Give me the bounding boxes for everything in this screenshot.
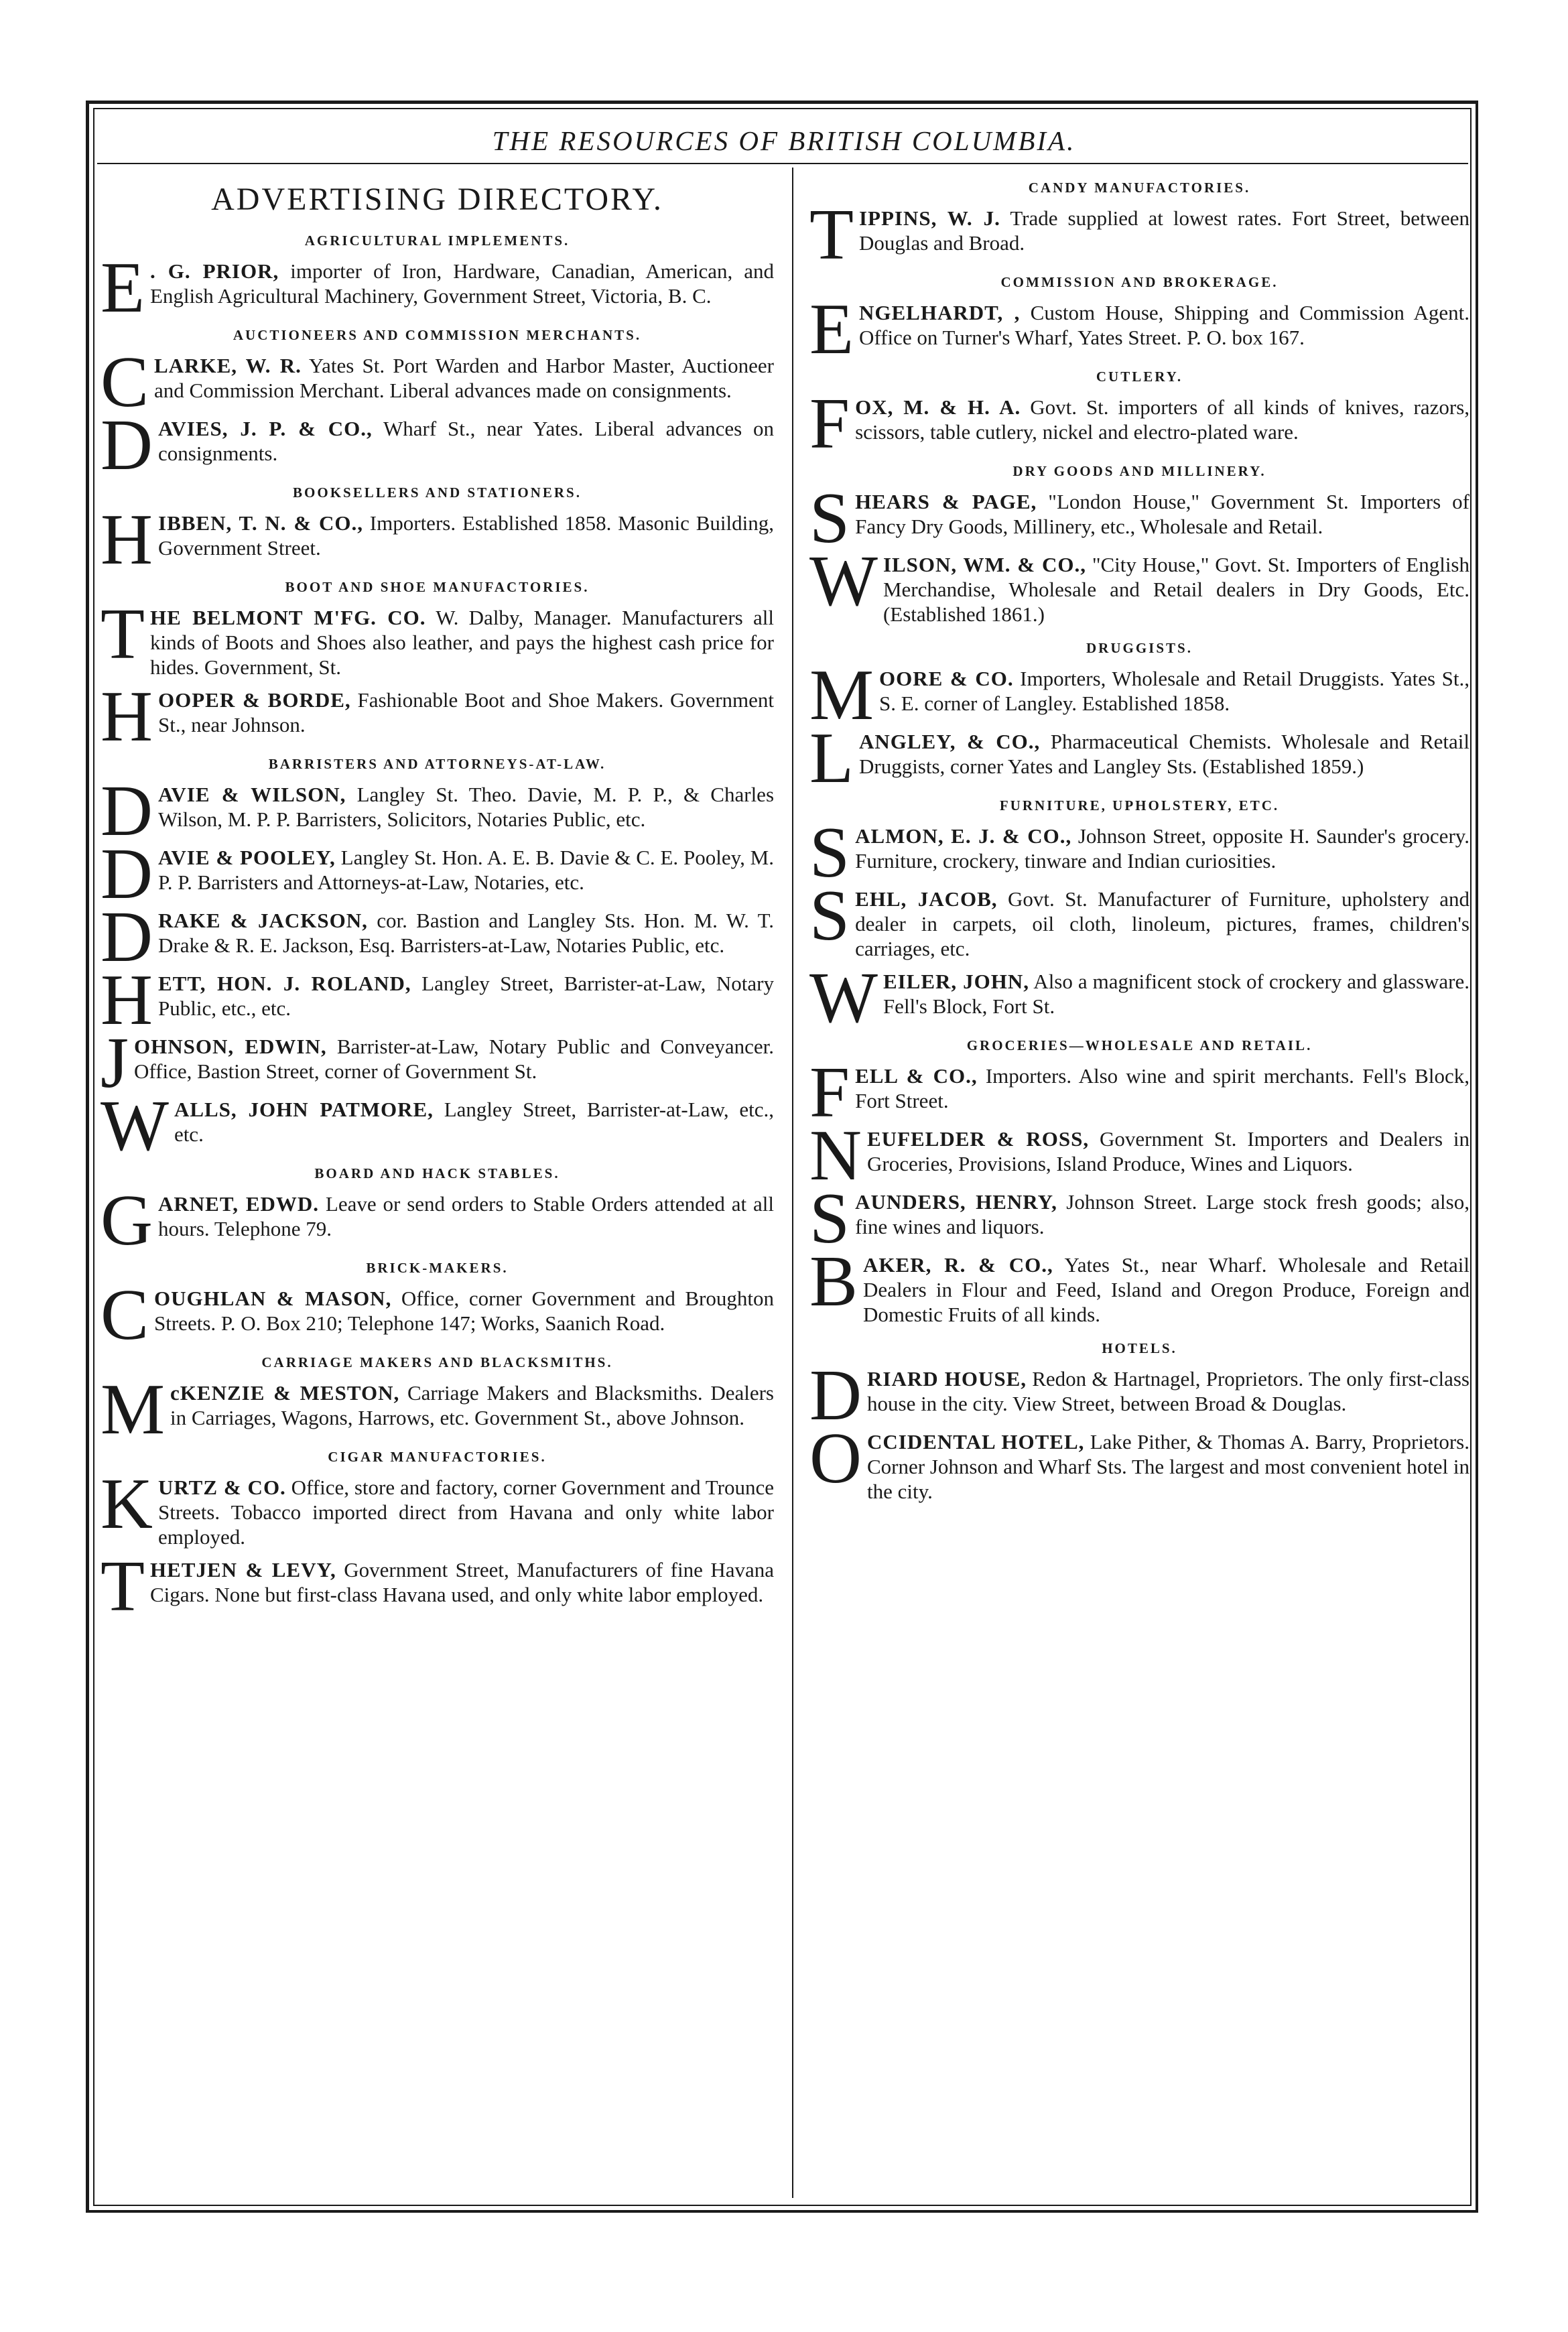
- directory-section: [101, 1354, 774, 1449]
- drop-cap-initial: M: [809, 655, 874, 735]
- directory-entry: [101, 771, 775, 851]
- directory-entry: [809, 1116, 1470, 1195]
- directory-entry: [809, 958, 1469, 1038]
- advertiser-name: AVIE & POOLEY,: [158, 846, 336, 869]
- drop-cap-initial: S: [809, 876, 850, 956]
- drop-cap-initial: T: [101, 1547, 145, 1626]
- advertiser-description: cor. Bastion and Langley Sts. Hon. M. W. T. Drake & R. E. Jackson, Esq. Barristers-at-Law, Notaries Public, etc.: [158, 909, 774, 957]
- advertiser-name: IBBEN, T. N. & CO.,: [158, 511, 363, 535]
- advertiser-name: ARNET, EDWD.: [158, 1192, 320, 1216]
- directory-entry: [101, 1086, 774, 1166]
- advertiser-description: Custom House, Shipping and Commission Agent. Office on Turner's Wharf, Yates Street. P. O. box 167.: [858, 301, 1469, 349]
- advertiser-description: Johnson Street, opposite H. Saunder's grocery. Furniture, crockery, tinware and Indian curiosities.: [855, 824, 1469, 872]
- directory-section: [809, 369, 1470, 464]
- directory-entry: [809, 813, 1469, 893]
- section-heading: COMMISSION AND BROKERAGE.: [1000, 274, 1279, 290]
- advertiser-description: Redon & Hartnagel, Proprietors. The only first-class house in the city. View Street, between Broad & Douglas.: [867, 1367, 1469, 1415]
- advertiser-name: ELL & CO.,: [855, 1064, 978, 1088]
- drop-cap-initial: O: [809, 1419, 862, 1498]
- drop-cap-initial: E: [809, 289, 854, 369]
- drop-cap-initial: D: [101, 405, 153, 485]
- drop-cap-initial: C: [101, 342, 149, 422]
- section-heading: AUCTIONEERS AND COMMISSION MERCHANTS.: [233, 327, 642, 343]
- directory-entry: [809, 1179, 1469, 1258]
- directory-entry: [809, 718, 1469, 798]
- section-heading: CANDY MANUFACTORIES.: [1028, 180, 1251, 196]
- drop-cap-initial: F: [809, 1053, 850, 1132]
- section-heading: DRY GOODS AND MILLINERY.: [1012, 463, 1266, 479]
- directory-entry: [809, 289, 1469, 369]
- advertiser-description: "City House," Govt. St. Importers of English Merchandise, Wholesale and Retail dealers in Dry Goods, Etc. (Established 1861.): [883, 553, 1469, 626]
- drop-cap-initial: F: [809, 384, 850, 464]
- drop-cap-initial: C: [101, 1275, 149, 1355]
- advertiser-name: AKER, R. & CO.,: [863, 1253, 1053, 1277]
- section-heading: BARRISTERS AND ATTORNEYS-AT-LAW.: [268, 756, 606, 772]
- advertiser-name: OHNSON, EDWIN,: [134, 1035, 327, 1058]
- advertiser-description: Government Street, Manufacturers of fine Havana Cigars. None but first-class Havana used, and only white labor employed.: [149, 1558, 774, 1606]
- advertiser-name: RAKE & JACKSON,: [158, 909, 368, 932]
- advertiser-description: Johnson Street. Large stock fresh goods; also, fine wines and liquors.: [855, 1190, 1469, 1238]
- directory-entry: [101, 248, 775, 328]
- directory-entry: [101, 897, 774, 977]
- advertiser-name: EILER, JOHN,: [883, 970, 1030, 993]
- advertiser-name: OX, M. & H. A.: [855, 395, 1021, 419]
- directory-entry: [101, 1464, 774, 1549]
- drop-cap-initial: W: [809, 958, 878, 1038]
- directory-section: [809, 180, 1469, 275]
- directory-entry: [809, 195, 1469, 275]
- directory-section: [101, 579, 775, 757]
- drop-cap-initial: E: [101, 248, 145, 328]
- advertiser-name: ANGLEY, & CO.,: [858, 730, 1041, 753]
- advertiser-description: Langley Street, Barrister-at-Law, etc., etc.: [174, 1098, 774, 1146]
- section-heading: DRUGGISTS.: [1086, 640, 1193, 656]
- advertiser-description: Pharmaceutical Chemists. Wholesale and Retail Druggists, corner Yates and Langley Sts. (Established 1859.): [858, 730, 1469, 778]
- directory-entry: [809, 1242, 1469, 1327]
- section-heading: HOTELS.: [1102, 1340, 1177, 1356]
- drop-cap-initial: D: [809, 1356, 862, 1435]
- advertiser-name: HE BELMONT M'FG. CO.: [149, 606, 426, 629]
- advertiser-description: Trade supplied at lowest rates. Fort Street, between Douglas and Broad.: [858, 206, 1469, 255]
- title-rule: [97, 163, 1468, 164]
- directory-entry: [101, 500, 775, 580]
- right-column: [809, 173, 1469, 1512]
- advertiser-name: CCIDENTAL HOTEL,: [867, 1430, 1085, 1453]
- advertiser-description: Langley Street, Barrister-at-Law, Notary Public, etc., etc.: [158, 972, 774, 1020]
- advertiser-name: cKENZIE & MESTON,: [170, 1381, 400, 1405]
- directory-section: [809, 1340, 1469, 1504]
- directory-entry: [809, 541, 1469, 627]
- advertiser-description: Govt. St. Manufacturer of Furniture, upholstery and dealer in carpets, oil cloth, linoleum, pictures, frames, children's carriages, etc.: [855, 887, 1470, 960]
- directory-section: [101, 756, 775, 1166]
- advertiser-description: Govt. St. importers of all kinds of knives, razors, scissors, table cutlery, nickel and electro-plated ware.: [855, 395, 1470, 444]
- advertiser-description: Leave or send orders to Stable Orders attended at all hours. Telephone 79.: [158, 1192, 774, 1240]
- advertiser-description: "London House," Government St. Importers of Fancy Dry Goods, Millinery, etc., Wholesale and Retail.: [855, 490, 1469, 538]
- drop-cap-initial: B: [809, 1242, 858, 1321]
- directory-entry: [101, 1547, 774, 1626]
- advertiser-name: AVIE & WILSON,: [158, 783, 346, 806]
- column-divider: [792, 168, 793, 2198]
- drop-cap-initial: D: [101, 771, 153, 851]
- section-heading: GROCERIES—WHOLESALE AND RETAIL.: [966, 1037, 1313, 1053]
- drop-cap-initial: S: [809, 1179, 850, 1258]
- section-heading: BRICK-MAKERS.: [366, 1260, 509, 1276]
- directory-entry: [809, 1053, 1469, 1132]
- advertiser-name: LARKE, W. R.: [154, 354, 302, 377]
- advertiser-name: RIARD HOUSE,: [867, 1367, 1027, 1390]
- drop-cap-initial: H: [101, 677, 153, 757]
- drop-cap-initial: J: [101, 1023, 129, 1103]
- directory-section: [809, 640, 1469, 798]
- directory-section: [809, 463, 1469, 627]
- advertiser-description: Langley St. Theo. Davie, M. P. P., & Charles Wilson, M. P. P. Barristers, Solicitors, Notaries Public, etc.: [158, 783, 775, 831]
- drop-cap-initial: G: [101, 1181, 153, 1260]
- directory-entry: [101, 1023, 774, 1103]
- section-heading: BOOKSELLERS AND STATIONERS.: [293, 484, 582, 501]
- advertiser-name: HEARS & PAGE,: [855, 490, 1037, 513]
- advertiser-description: Office, store and factory, corner Government and Trounce Streets. Tobacco imported direct from Havana and only white labor employed.: [158, 1476, 774, 1549]
- drop-cap-initial: L: [809, 718, 854, 798]
- advertiser-description: Importers. Established 1858. Masonic Building, Government Street.: [158, 511, 775, 560]
- directory-title: ADVERTISING DIRECTORY.: [211, 182, 663, 217]
- advertiser-description: Lake Pither, & Thomas A. Barry, Proprietors. Corner Johnson and Wharf Sts. The largest and most convenient hotel in the city.: [867, 1430, 1469, 1503]
- advertiser-name: NGELHARDT, ,: [858, 301, 1021, 324]
- section-heading: CARRIAGE MAKERS AND BLACKSMITHS.: [261, 1354, 613, 1370]
- directory-section: [809, 797, 1470, 1038]
- directory-section: [101, 327, 774, 485]
- advertiser-description: Government St. Importers and Dealers in Groceries, Provisions, Island Produce, Wines and Liquors.: [867, 1127, 1470, 1175]
- advertiser-description: Yates St. Port Warden and Harbor Master, Auctioneer and Commission Merchant. Liberal advances made on consignments.: [154, 354, 774, 402]
- directory-section: [101, 1449, 774, 1626]
- advertiser-description: importer of Iron, Hardware, Canadian, American, and English Agricultural Machinery, Government Street, Victoria, B. C.: [149, 259, 775, 308]
- advertiser-name: OUGHLAN & MASON,: [154, 1287, 392, 1310]
- advertiser-description: Yates St., near Wharf. Wholesale and Retail Dealers in Flour and Feed, Island and Oregon Produce, Foreign and Domestic Fruits of all kinds.: [863, 1253, 1469, 1326]
- drop-cap-initial: T: [809, 195, 854, 275]
- directory-entry: [101, 960, 774, 1040]
- drop-cap-initial: W: [809, 541, 878, 621]
- advertiser-name: ALLS, JOHN PATMORE,: [174, 1098, 434, 1121]
- directory-entry: [101, 1275, 774, 1355]
- directory-section: [101, 484, 775, 580]
- section-heading: FURNITURE, UPHOLSTERY, ETC.: [999, 797, 1280, 814]
- advertiser-name: . G. PRIOR,: [149, 259, 279, 283]
- directory-entry: [809, 655, 1469, 735]
- drop-cap-initial: N: [809, 1116, 862, 1195]
- advertiser-description: Wharf St., near Yates. Liberal advances on consignments.: [158, 417, 774, 465]
- advertiser-name: OOPER & BORDE,: [158, 688, 351, 712]
- drop-cap-initial: H: [101, 960, 153, 1040]
- advertiser-description: W. Dalby, Manager. Manufacturers all kinds of Boots and Shoes also leather, and pays the highest cash price for hides. Government, St.: [149, 606, 774, 679]
- advertiser-description: Importers. Also wine and spirit merchants. Fell's Block, Fort Street.: [855, 1064, 1469, 1112]
- section-heading: CIGAR MANUFACTORIES.: [328, 1449, 547, 1465]
- section-heading: AGRICULTURAL IMPLEMENTS.: [304, 233, 570, 249]
- directory-section: [101, 233, 775, 328]
- directory-entry: [809, 1419, 1469, 1504]
- drop-cap-initial: K: [101, 1464, 153, 1544]
- directory-entry: [809, 876, 1470, 961]
- advertiser-description: Barrister-at-Law, Notary Public and Conveyancer. Office, Bastion Street, corner of Government St.: [134, 1035, 774, 1083]
- advertiser-description: Office, corner Government and Broughton Streets. P. O. Box 210; Telephone 147; Works, Saanich Road.: [154, 1287, 774, 1335]
- advertiser-name: EUFELDER & ROSS,: [867, 1127, 1090, 1151]
- left-column: [101, 173, 775, 1626]
- directory-entry: [101, 405, 774, 485]
- directory-entry: [101, 342, 774, 422]
- directory-section: [809, 274, 1469, 369]
- advertiser-description: Carriage Makers and Blacksmiths. Dealers in Carriages, Wagons, Harrows, etc. Government St., above Johnson.: [170, 1381, 774, 1429]
- directory-entry: [101, 834, 774, 914]
- directory-entry: [101, 1370, 774, 1449]
- section-heading: BOOT AND SHOE MANUFACTORIES.: [285, 579, 590, 595]
- advertiser-description: Also a magnificent stock of crockery and glassware. Fell's Block, Fort St.: [883, 970, 1469, 1018]
- advertiser-name: ALMON, E. J. & CO.,: [855, 824, 1072, 848]
- directory-entry: [101, 1181, 774, 1260]
- directory-section: [101, 1165, 774, 1260]
- drop-cap-initial: S: [809, 478, 850, 558]
- page-title: THE RESOURCES OF BRITISH COLUMBIA.: [492, 125, 1076, 156]
- section-heading: BOARD AND HACK STABLES.: [314, 1165, 560, 1181]
- advertiser-name: HETJEN & LEVY,: [149, 1558, 336, 1581]
- directory-entry: [101, 594, 774, 679]
- drop-cap-initial: T: [101, 594, 145, 674]
- drop-cap-initial: W: [101, 1086, 169, 1166]
- advertiser-name: IPPINS, W. J.: [858, 206, 1000, 230]
- drop-cap-initial: H: [101, 500, 153, 580]
- drop-cap-initial: D: [101, 897, 153, 977]
- advertiser-name: ILSON, WM. & CO.,: [883, 553, 1086, 576]
- advertiser-name: AVIES, J. P. & CO.,: [158, 417, 373, 440]
- directory-entry: [101, 677, 775, 757]
- drop-cap-initial: S: [809, 813, 850, 893]
- advertiser-name: OORE & CO.: [879, 667, 1014, 690]
- directory-entry: [809, 478, 1469, 558]
- directory-entry: [809, 1356, 1469, 1435]
- directory-section: [101, 1260, 774, 1355]
- advertiser-name: URTZ & CO.: [158, 1476, 286, 1499]
- drop-cap-initial: M: [101, 1370, 166, 1449]
- advertiser-name: EHL, JACOB,: [855, 887, 998, 911]
- drop-cap-initial: D: [101, 834, 153, 914]
- section-heading: CUTLERY.: [1096, 369, 1183, 385]
- directory-section: [809, 1037, 1469, 1327]
- advertiser-name: AUNDERS, HENRY,: [855, 1190, 1057, 1214]
- directory-entry: [809, 384, 1470, 464]
- advertiser-name: ETT, HON. J. ROLAND,: [158, 972, 411, 995]
- advertiser-description: Importers, Wholesale and Retail Druggists. Yates St., S. E. corner of Langley. Established 1858.: [879, 667, 1469, 715]
- advertiser-description: Fashionable Boot and Shoe Makers. Government St., near Johnson.: [158, 688, 775, 736]
- advertiser-description: Langley St. Hon. A. E. B. Davie & C. E. Pooley, M. P. P. Barristers and Attorneys-at-Law, Notaries, etc.: [158, 846, 774, 894]
